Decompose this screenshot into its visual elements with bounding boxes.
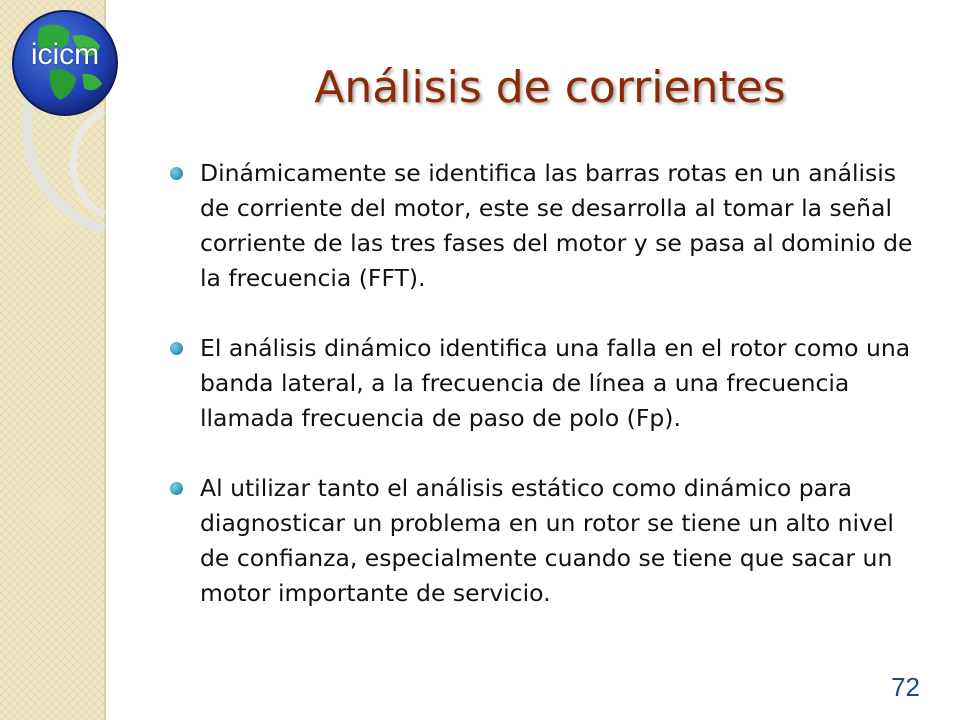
- bullet-dot-icon: [170, 482, 183, 495]
- bullet-item: [166, 156, 926, 296]
- bullet-dot-icon: [170, 342, 183, 355]
- logo-text: icicm: [30, 38, 100, 71]
- slide-title: Análisis de corrientes: [314, 62, 786, 113]
- bullet-text: El análisis dinámico identifica una falla en el rotor como una banda lateral, a la frecuencia de línea a una frecuencia llamada frecuencia de paso de polo (Fp).: [200, 334, 911, 432]
- bullet-text: Al utilizar tanto el análisis estático como dinámico para diagnosticar un problema en un rotor se tiene un alto nivel de confianza, especialmente cuando se tiene que sacar un motor importante de servicio.: [200, 474, 894, 607]
- bullet-item: [166, 471, 926, 611]
- bullet-item: [166, 331, 926, 436]
- bullet-text: Dinámicamente se identifica las barras rotas en un análisis de corriente del motor, este se desarrolla al tomar la señal corriente de las tres fases del motor y se pasa al dominio de la frecuencia (FFT).: [200, 159, 913, 292]
- bullet-dot-icon: [170, 167, 183, 180]
- page-number: 72: [891, 672, 920, 702]
- bullet-list: [166, 156, 926, 646]
